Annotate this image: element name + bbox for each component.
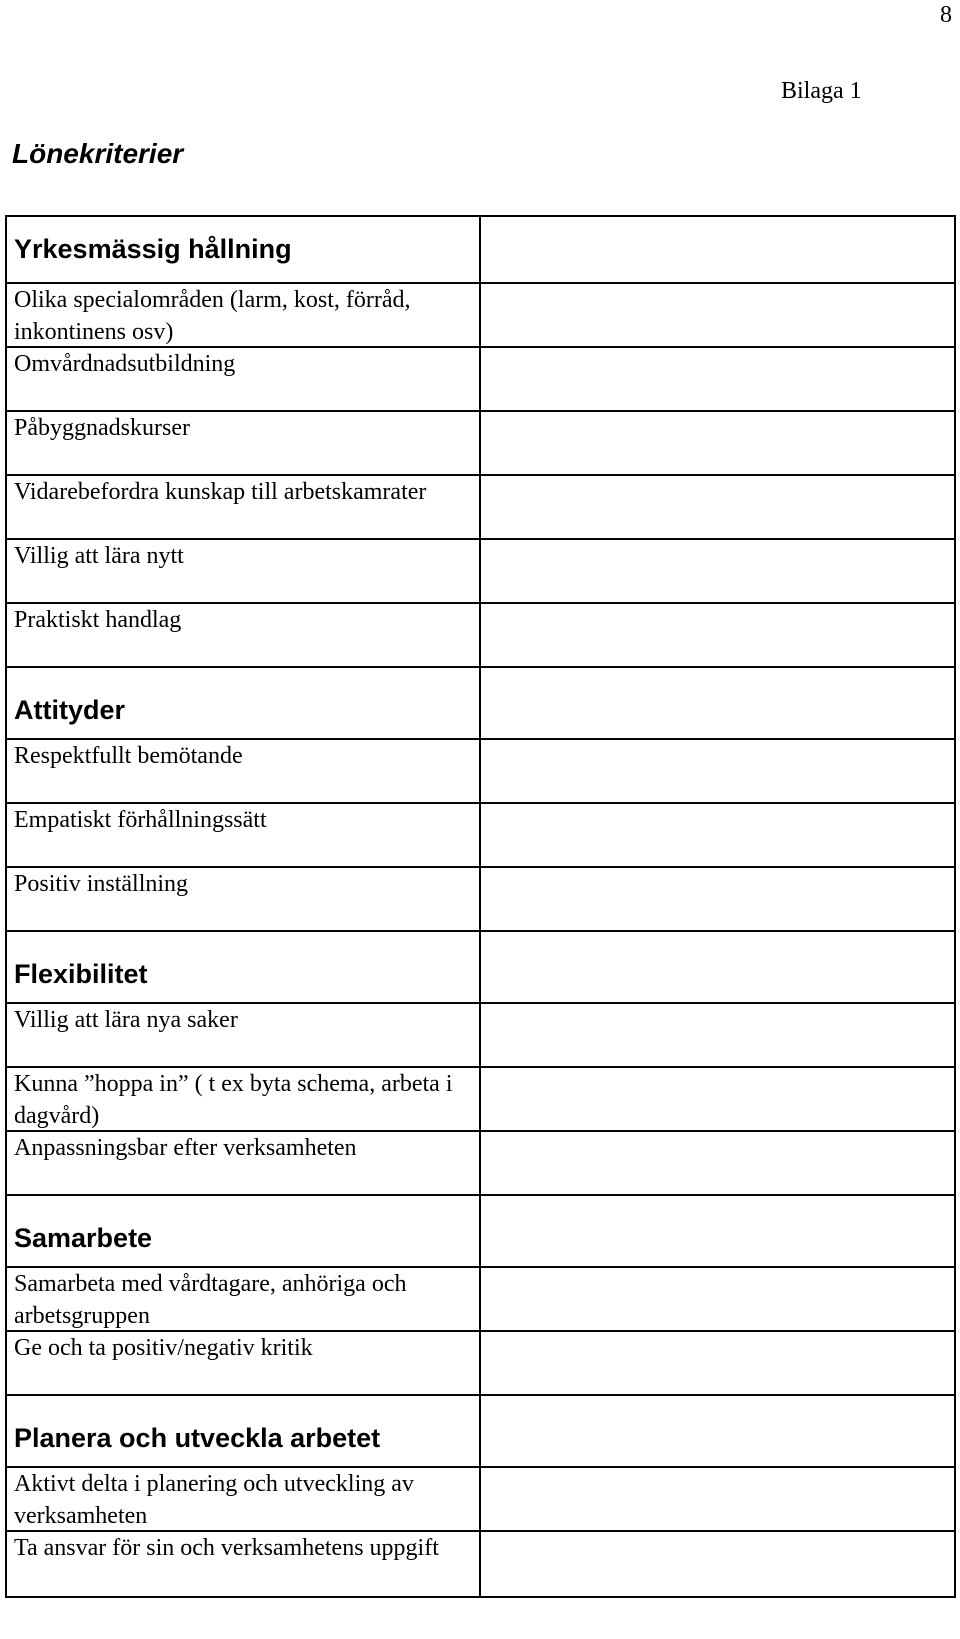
criterion-row <box>5 602 956 666</box>
criterion-text: Olika specialområden (larm, kost, förråd, inkontinens osv) <box>14 287 411 345</box>
section-heading: Attityder <box>14 695 126 725</box>
criterion-row <box>5 1530 956 1598</box>
section-heading-row <box>5 930 956 1002</box>
criterion-cell <box>7 932 481 1002</box>
criterion-cell <box>7 217 481 282</box>
rating-cell <box>481 1132 954 1194</box>
rating-cell <box>481 476 954 538</box>
rating-cell <box>481 1468 954 1530</box>
criterion-text: Vidarebefordra kunskap till arbetskamrater <box>14 479 427 505</box>
criterion-cell <box>7 1132 481 1194</box>
rating-cell <box>481 540 954 602</box>
criterion-cell <box>7 412 481 474</box>
rating-cell <box>481 932 954 1002</box>
criterion-cell <box>7 1332 481 1394</box>
criterion-cell <box>7 1196 481 1266</box>
criterion-cell <box>7 1268 481 1330</box>
rating-cell <box>481 868 954 930</box>
criterion-text: Påbyggnadskurser <box>14 415 190 441</box>
rating-cell <box>481 604 954 666</box>
criterion-row <box>5 346 956 410</box>
criterion-text: Kunna ”hoppa in” ( t ex byta schema, arbeta i dagvård) <box>14 1071 453 1129</box>
criterion-cell <box>7 1004 481 1066</box>
criterion-cell <box>7 868 481 930</box>
criterion-row <box>5 1002 956 1066</box>
rating-cell <box>481 740 954 802</box>
criterion-row <box>5 474 956 538</box>
section-heading-row <box>5 666 956 738</box>
criterion-text: Respektfullt bemötande <box>14 743 243 769</box>
criterion-cell <box>7 740 481 802</box>
criterion-row <box>5 1066 956 1130</box>
criterion-row <box>5 1330 956 1394</box>
criterion-cell <box>7 476 481 538</box>
criterion-row <box>5 1130 956 1194</box>
criterion-text: Ta ansvar för sin och verksamhetens uppgift <box>14 1535 439 1561</box>
rating-cell <box>481 217 954 282</box>
criterion-text: Aktivt delta i planering och utveckling av verksamheten <box>14 1471 414 1529</box>
document-title: Lönekriterier <box>12 138 184 169</box>
criterion-row <box>5 538 956 602</box>
criterion-cell <box>7 1396 481 1466</box>
rating-cell <box>481 1396 954 1466</box>
criterion-row <box>5 1266 956 1330</box>
rating-cell <box>481 1004 954 1066</box>
rating-cell <box>481 1268 954 1330</box>
section-heading: Planera och utveckla arbetet <box>14 1423 381 1453</box>
criterion-text: Samarbeta med vårdtagare, anhöriga och arbetsgruppen <box>14 1271 407 1329</box>
section-heading: Samarbete <box>14 1223 153 1253</box>
criterion-text: Omvårdnadsutbildning <box>14 351 236 377</box>
section-heading-row <box>5 1194 956 1266</box>
criterion-cell <box>7 668 481 738</box>
criterion-cell <box>7 348 481 410</box>
criterion-text: Praktiskt handlag <box>14 607 182 633</box>
criterion-cell <box>7 540 481 602</box>
criterion-cell <box>7 284 481 346</box>
rating-cell <box>481 284 954 346</box>
rating-cell <box>481 668 954 738</box>
criterion-row <box>5 410 956 474</box>
criterion-row <box>5 802 956 866</box>
section-heading: Yrkesmässig hållning <box>14 234 292 264</box>
criterion-row <box>5 866 956 930</box>
criterion-text: Anpassningsbar efter verksamheten <box>14 1135 357 1161</box>
criterion-cell <box>7 1468 481 1530</box>
page-number: 8 <box>940 2 952 28</box>
criterion-text: Empatiskt förhållningssätt <box>14 807 267 833</box>
criteria-table <box>5 215 956 1598</box>
criterion-row <box>5 1466 956 1530</box>
criterion-text: Ge och ta positiv/negativ kritik <box>14 1335 313 1361</box>
rating-cell <box>481 1068 954 1130</box>
criterion-cell <box>7 804 481 866</box>
criterion-text: Villig att lära nytt <box>14 543 184 569</box>
criterion-text: Positiv inställning <box>14 871 189 897</box>
rating-cell <box>481 1332 954 1394</box>
criterion-row <box>5 738 956 802</box>
rating-cell <box>481 348 954 410</box>
criterion-cell <box>7 1532 481 1596</box>
rating-cell <box>481 1532 954 1596</box>
criterion-text: Villig att lära nya saker <box>14 1007 238 1033</box>
rating-cell <box>481 1196 954 1266</box>
rating-cell <box>481 412 954 474</box>
criterion-cell <box>7 1068 481 1130</box>
attachment-label: Bilaga 1 <box>781 78 862 104</box>
criterion-row <box>5 282 956 346</box>
rating-cell <box>481 804 954 866</box>
section-heading-row <box>5 1394 956 1466</box>
section-heading: Flexibilitet <box>14 959 148 989</box>
section-heading-row <box>5 215 956 282</box>
criterion-cell <box>7 604 481 666</box>
